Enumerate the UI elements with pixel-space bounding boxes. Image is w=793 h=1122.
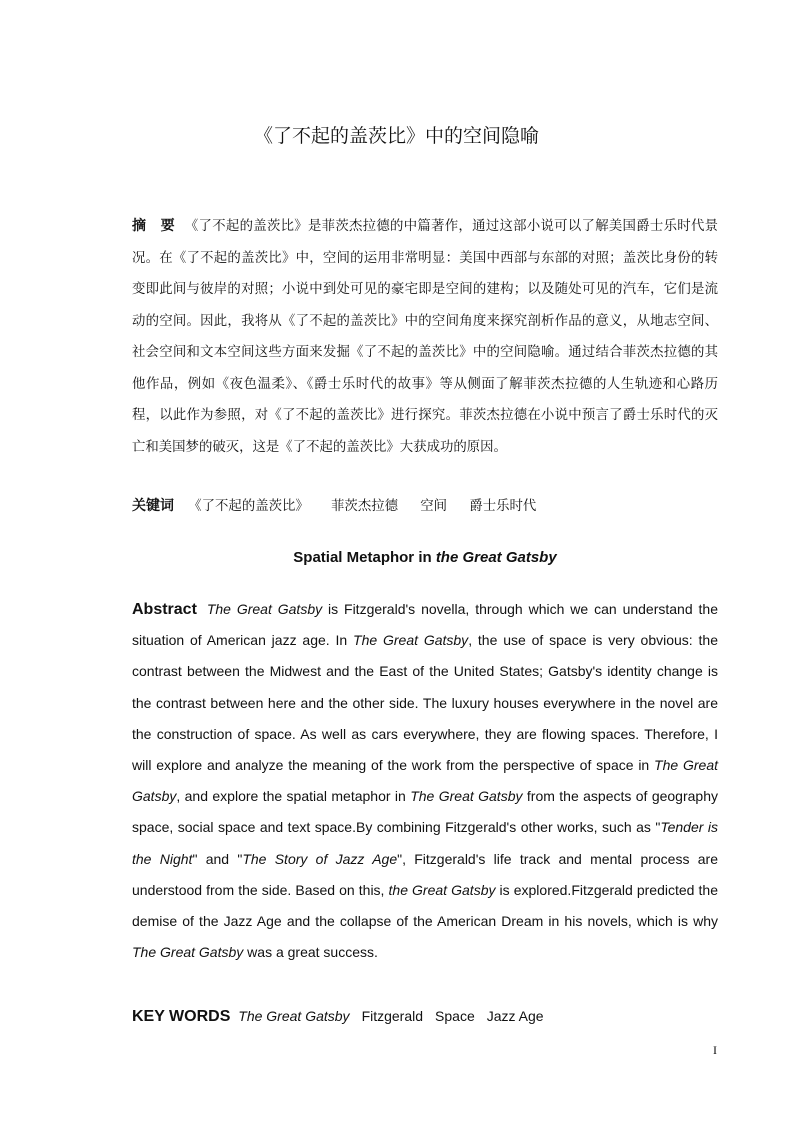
italic-title-reference: The Great Gatsby: [132, 944, 244, 961]
chinese-keyword: 空间: [420, 499, 448, 514]
english-keyword-list: [238, 1008, 555, 1024]
english-abstract-label: Abstract: [132, 601, 197, 618]
chinese-title: 《了不起的盖茨比》中的空间隐喻: [253, 125, 539, 147]
page-number: I: [713, 1043, 717, 1057]
abstract-segment: , and explore the spatial metaphor in: [176, 788, 411, 805]
english-keywords: [132, 1002, 718, 1031]
abstract-segment: ", Fitzgerald's life track and mental process are understood from the side. Based on this,: [132, 850, 718, 898]
italic-title-reference: The Great Gatsby: [206, 601, 323, 617]
abstract-segment: is Fitzgerald's novella, through which we can understand the situation of American jazz age. In: [132, 601, 718, 649]
english-title-prefix: Spatial Metaphor in: [293, 549, 436, 566]
abstract-segment: " and ": [192, 850, 243, 867]
chinese-abstract: [132, 211, 718, 463]
chinese-keywords: [132, 491, 718, 522]
italic-title-reference: The Great Gatsby: [132, 757, 718, 805]
english-keyword: Jazz Age: [486, 1008, 544, 1024]
english-title-italic: the Great Gatsby: [435, 549, 557, 566]
italic-title-reference: the Great Gatsby: [388, 881, 496, 898]
english-title: [0, 544, 793, 572]
chinese-keyword: 菲茨杰拉德: [331, 499, 398, 514]
abstract-segment: is explored.Fitzgerald predicted the demise of the Jazz Age and the collapse of the American Dream in his novels, which is why: [132, 881, 718, 930]
chinese-keyword: 爵士乐时代: [469, 499, 537, 514]
abstract-segment: was a great success.: [243, 944, 378, 961]
italic-title-reference: The Great Gatsby: [353, 632, 469, 649]
chinese-keyword: 《了不起的盖茨比》: [188, 499, 309, 514]
chinese-keywords-label: 关键词: [132, 498, 174, 514]
english-abstract: [132, 594, 718, 968]
italic-title-reference: Tender is the Night: [132, 819, 718, 867]
abstract-segment: from the aspects of geography space, social space and text space.By combining Fitzgerald's other works, such as ": [132, 788, 718, 836]
english-keywords-label: KEY WORDS: [132, 1008, 231, 1025]
chinese-abstract-label: 摘 要: [132, 218, 175, 234]
english-keyword: Fitzgerald: [361, 1008, 424, 1024]
english-keyword: Space: [435, 1008, 475, 1024]
english-keyword: The Great Gatsby: [238, 1008, 350, 1024]
italic-title-reference: The Great Gatsby: [410, 788, 523, 805]
abstract-segment: , the use of space is very obvious: the contrast between the Midwest and the East of the United States; Gatsby's identity change is the contrast between here and the other side. The luxury houses everywhere in the novel are the construction of space. As well as cars everywhere, they are flowing spaces. Therefore, I will explore and analyze the meaning of the work from the perspective of space in: [132, 632, 718, 774]
english-abstract-text: [132, 601, 718, 960]
italic-title-reference: The Story of Jazz Age: [242, 850, 398, 867]
chinese-abstract-text: 《了不起的盖茨比》是菲茨杰拉德的中篇著作，通过这部小说可以了解美国爵士乐时代景况。在《了不起的盖茨比》中，空间的运用非常明显：美国中西部与东部的对照；盖茨比身份的转变即此间与彼岸的对照；小说中到处可见的豪宅即是空间的建构；以及随处可见的汽车，它们是流动的空间。因此，我将从《了不起的盖茨比》中的空间角度来探究剖析作品的意义，从地志空间、社会空间和文本空间这些方面来发掘《了不起的盖茨比》中的空间隐喻。通过结合菲茨杰拉德的其他作品，例如《夜色温柔》、《爵士乐时代的故事》等从侧面了解菲茨杰拉德的人生轨迹和心路历程，以此作为参照，对《了不起的盖茨比》进行探究。菲茨杰拉德在小说中预言了爵士乐时代的灭亡和美国梦的破灭，这是《了不起的盖茨比》大获成功的原因。: [132, 219, 719, 455]
